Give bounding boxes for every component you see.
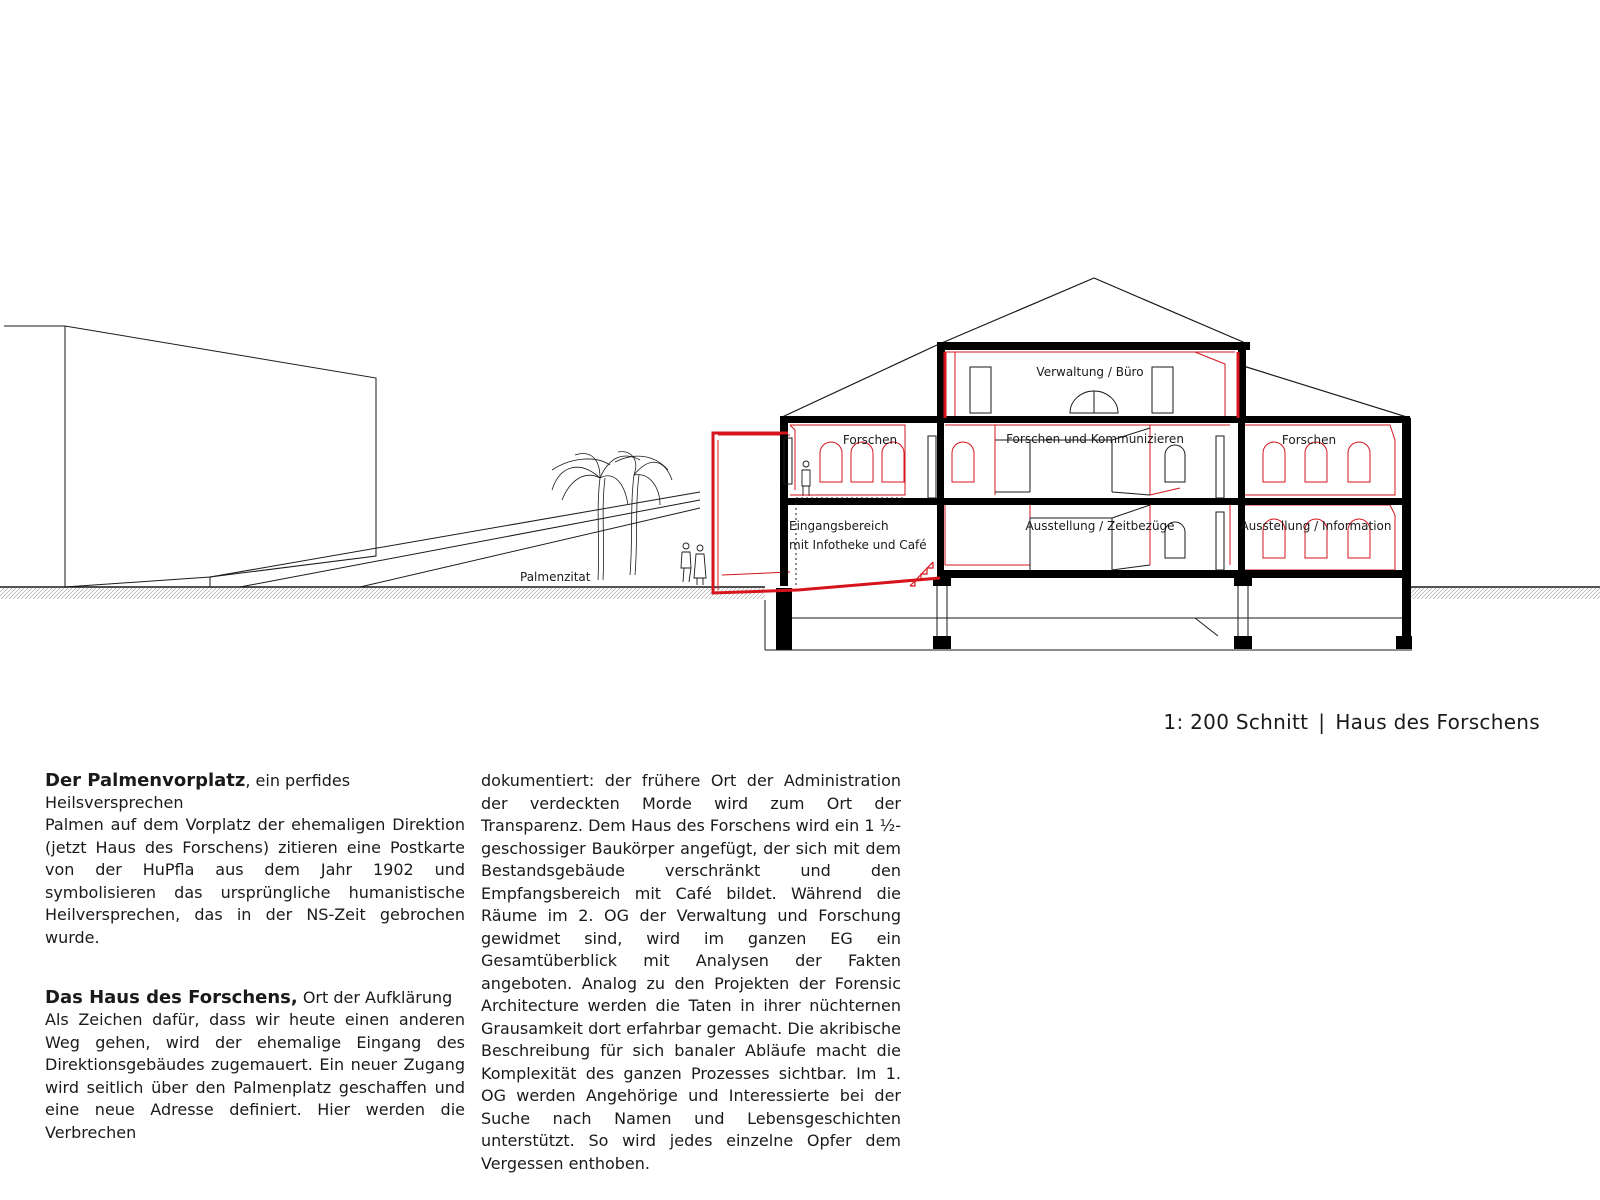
caption-scale: 1: 200 <box>1163 710 1230 734</box>
label-palmenzitat: Palmenzitat <box>520 570 591 584</box>
label-forschen-kommunizieren: Forschen und Kommunizieren <box>1006 432 1184 446</box>
section1-body: Palmen auf dem Vorplatz der ehemaligen Direktion (jetzt Haus des Forschens) zitieren eine Postkarte von der HuPfla aus dem Jahr 1902 und symbolisieren das ursprüngliche humanistische Heilversprechen, das in der NS-Zeit gebrochen wurde. <box>45 815 465 947</box>
section1-heading <box>45 770 465 814</box>
section1-subtitle: , ein perfides Heilsversprechen <box>45 771 351 812</box>
label-eingangsbereich: Eingangsbereich <box>789 519 889 533</box>
red-stair <box>910 562 933 586</box>
label-infotheke-cafe: mit Infotheke und Café <box>789 538 927 552</box>
label-ausstellung-zeitbezuege: Ausstellung / Zeitbezüge <box>1025 519 1175 533</box>
section1-title: Der Palmenvorplatz <box>45 770 246 791</box>
section2-body: Als Zeichen dafür, dass wir heute einen anderen Weg gehen, wird der ehemalige Eingang des Direktionsgebäudes zugemauert. Ein neuer Zugang wird seitlich über den Palmenplatz geschaffen und eine neue Adresse definiert. Hier werden die Verbrechen <box>45 1010 465 1142</box>
text-column-right <box>481 770 901 1175</box>
caption-title: Haus des Forschens <box>1335 710 1540 734</box>
palm-plaza-path <box>210 492 700 587</box>
neighbor-building <box>4 326 376 587</box>
drawing-caption <box>1163 710 1540 734</box>
interior-lines <box>784 428 1224 588</box>
label-verwaltung: Verwaltung / Büro <box>1036 365 1144 379</box>
section2-heading <box>45 987 465 1009</box>
caption-separator: | <box>1318 710 1326 734</box>
column2-body: dokumentiert: der frühere Ort der Administration der verdeckten Morde wird zum Ort der Transparenz. Dem Haus des Forschens wird ein 1 ½-geschossiger Baukörper angefügt, der sich mit dem Bestandsgebäude verschränkt und den Empfangsbereich mit Café bildet. Während die Räume im 2. OG der Verwaltung und Forschung gewidmet sind, wird im ganzen EG ein Gesamtüberblick mit Analysen der Fakten angeboten. Analog zu den Projekten der Forensic Architecture werden die Taten in ihrer nüchternen Grausamkeit dort erfahrbar gemacht. Die akribische Beschreibung für sich banaler Abläufe macht die Komplexität des ganzen Prozesses sichtbar. Im 1. OG werden Angehörige und Interessierte bei der Suche nach Namen und Lebensgeschichten unterstützt. So wird jedes einzelne Opfer dem Vergessen enthoben. <box>481 771 901 1173</box>
caption-type: Schnitt <box>1235 710 1309 734</box>
structure-cut <box>776 342 1412 650</box>
label-forschen-right: Forschen <box>1281 433 1337 447</box>
palm-tree-icon <box>552 452 672 580</box>
label-ausstellung-information: Ausstellung / Information <box>1240 519 1392 533</box>
room-labels <box>520 365 1392 584</box>
section2-subtitle: Ort der Aufklärung <box>297 988 453 1007</box>
text-column-left <box>45 770 465 1144</box>
basement <box>765 586 1412 650</box>
label-forschen-left: Forschen <box>842 433 898 447</box>
section2-title: Das Haus des Forschens, <box>45 987 298 1008</box>
